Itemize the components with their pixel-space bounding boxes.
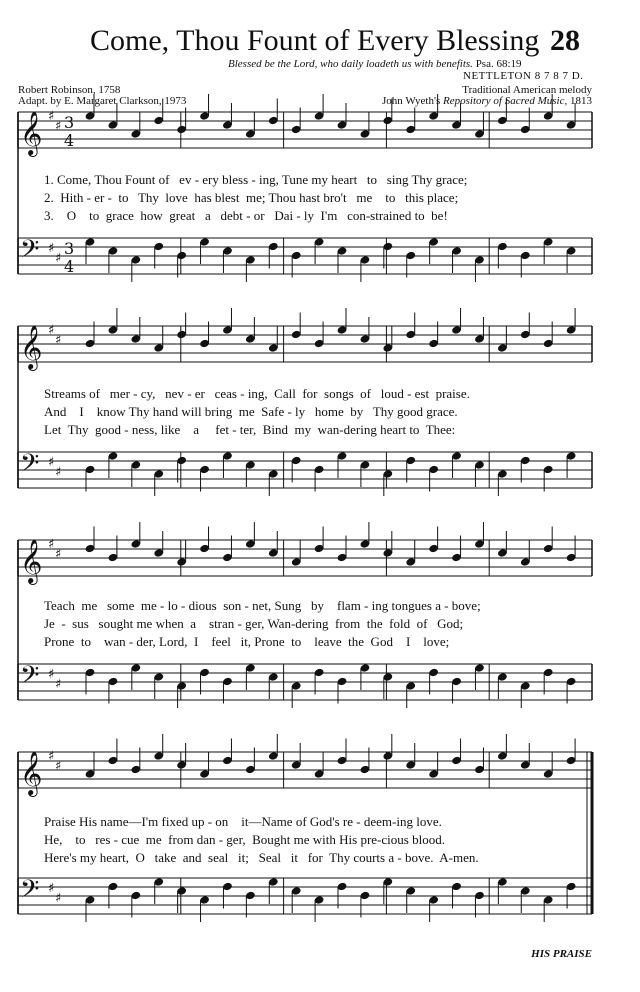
lyric-line: And I know Thy hand will bring me Safe - ly home by Thy good grace.: [44, 404, 458, 419]
sharp-sign: ♯: [55, 891, 62, 906]
hymn-title: Come, Thou Fount of Every Blessing: [90, 24, 540, 57]
tune-name: NETTLETON: [463, 70, 532, 82]
treble-clef: 𝄞: [20, 751, 43, 795]
lyric-line: He, to res - cue me from dan - ger, Bought me with His pre-cious blood.: [44, 832, 445, 847]
source-credit-year: 1813: [570, 95, 592, 107]
bass-clef: 𝄢: [20, 449, 40, 484]
publisher-footer: HIS PRAISE: [531, 948, 592, 960]
sharp-sign: ♯: [55, 251, 62, 266]
sharp-sign: ♯: [55, 547, 62, 562]
sharp-sign: ♯: [48, 241, 55, 256]
lyric-line: Praise His name—I'm fixed up - on it—Name of God's re - deem-ing love.: [44, 814, 442, 829]
sharp-sign: ♯: [48, 109, 55, 124]
sharp-sign: ♯: [48, 537, 55, 552]
sharp-sign: ♯: [55, 333, 62, 348]
lyric-line: 3. O to grace how great a debt - or Dai - ly I'm con-strained to be!: [44, 208, 448, 223]
time-signature: 4: [64, 257, 75, 276]
lyric-line: Here's my heart, O take and seal it; Seal it for Thy courts a - bove. A-men.: [44, 850, 479, 865]
treble-clef: 𝄞: [20, 111, 43, 155]
source-credit-prefix: John Wyeth's: [382, 95, 441, 107]
treble-clef: 𝄞: [20, 325, 43, 369]
bass-clef: 𝄢: [20, 661, 40, 696]
source-credit-title: Repository of Sacred Music,: [443, 95, 568, 107]
time-signature: 4: [64, 131, 75, 150]
sharp-sign: ♯: [55, 465, 62, 480]
bass-clef: 𝄢: [20, 875, 40, 910]
lyric-line: 2. Hith - er - to Thy love has blest me; Thou hast bro't me to this place;: [44, 190, 459, 205]
treble-clef: 𝄞: [20, 539, 43, 583]
author-credit: Robert Robinson, 1758: [18, 84, 121, 96]
sharp-sign: ♯: [48, 749, 55, 764]
staff-lines: [18, 109, 592, 914]
sharp-sign: ♯: [55, 677, 62, 692]
lyric-line: 1. Come, Thou Fount of ev - ery bless - ing, Tune my heart to sing Thy grace;: [44, 172, 468, 187]
sharp-sign: ♯: [48, 455, 55, 470]
lyric-line: Teach me some me - lo - dious son - net, Sung by flam - ing tongues a - bove;: [44, 598, 481, 613]
scripture-text: Blessed be the Lord, who daily loadeth us with benefits.: [228, 58, 473, 70]
lyric-line: Prone to wan - der, Lord, I feel it, Prone to leave the God I love;: [44, 634, 450, 649]
time-signature: 3: [64, 113, 75, 132]
lyric-line: Streams of mer - cy, nev - er ceas - ing, Call for songs of loud - est praise.: [44, 386, 470, 401]
sharp-sign: ♯: [55, 119, 62, 134]
sharp-sign: ♯: [48, 667, 55, 682]
scripture-reference: Psa. 68:19: [475, 58, 522, 70]
meter: 8 7 8 7 D.: [534, 70, 584, 82]
time-signature: 3: [64, 239, 75, 258]
sharp-sign: ♯: [55, 759, 62, 774]
lyric-line: Let Thy good - ness, like a fet - ter, Bind my wan-dering heart to Thee:: [44, 422, 456, 437]
adaptation-credit: Adapt. by E. Margaret Clarkson, 1973: [18, 95, 187, 107]
melody-credit: Traditional American melody: [462, 84, 592, 96]
bass-clef: 𝄢: [20, 235, 40, 270]
sharp-sign: ♯: [48, 323, 55, 338]
sharp-sign: ♯: [48, 881, 55, 896]
hymn-number: 28: [550, 24, 580, 57]
lyric-line: Je - sus sought me when a stran - ger, Wan-dering from the fold of God;: [44, 616, 464, 631]
